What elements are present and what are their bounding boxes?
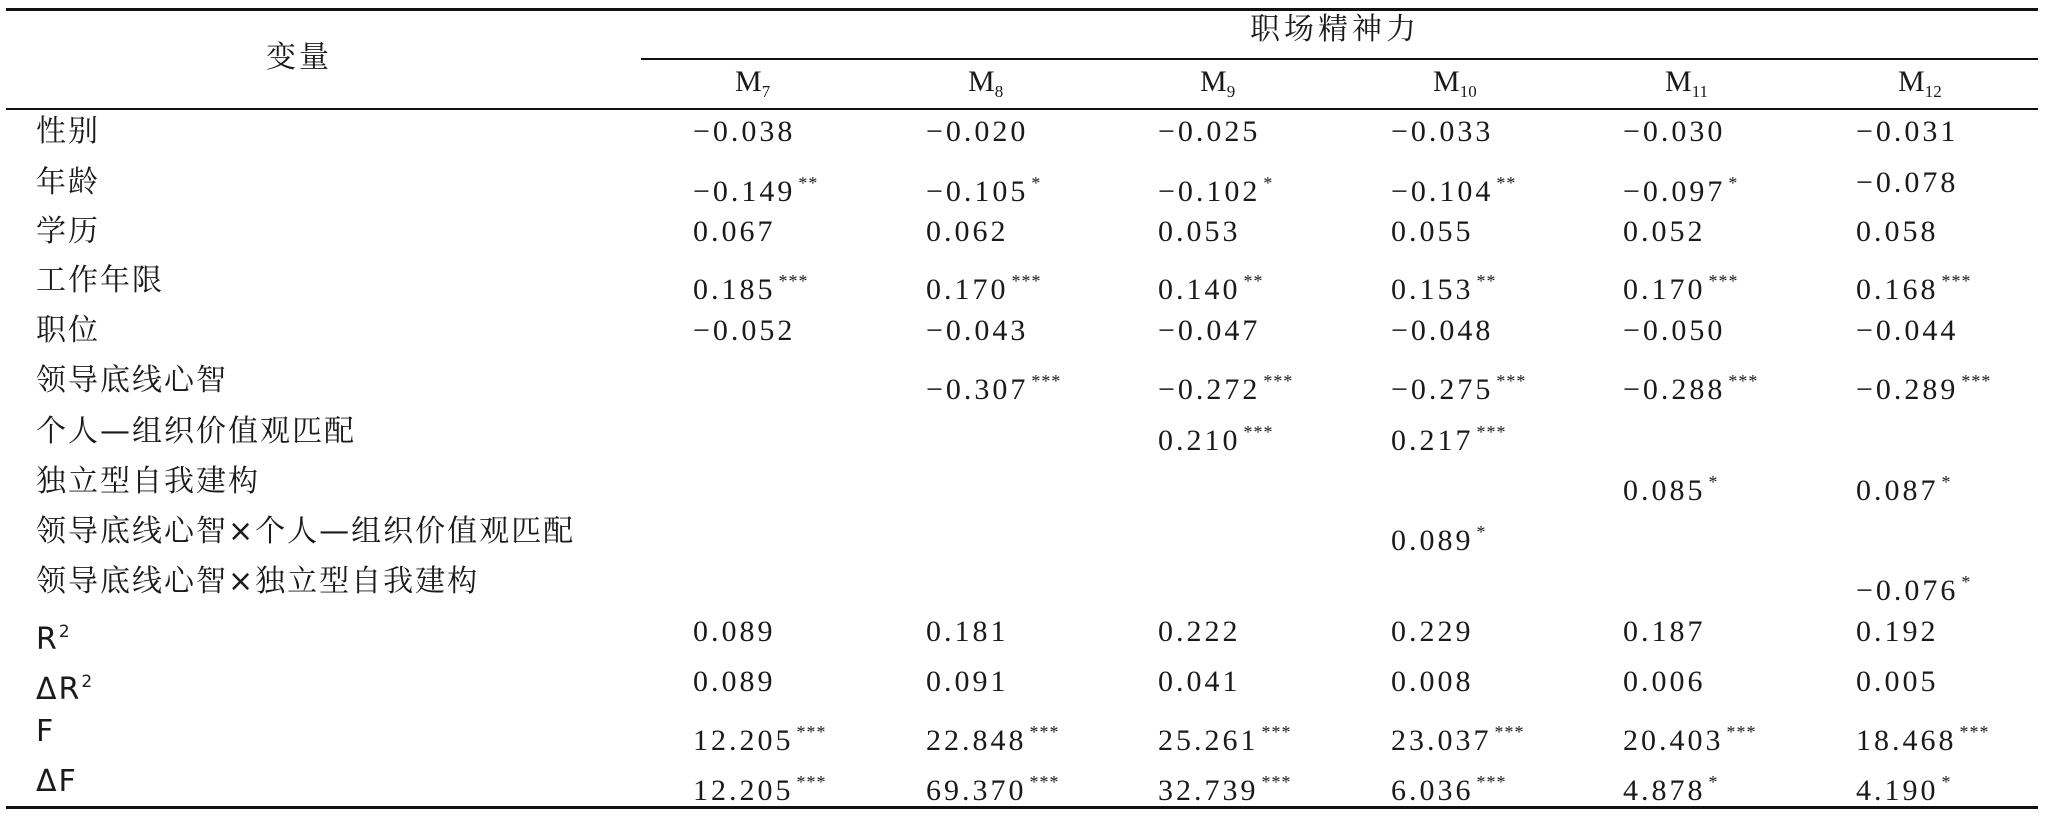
table-cell: 69.370 *** xyxy=(926,772,1060,807)
table-cell: −0.025 xyxy=(1158,115,1261,148)
table-cell: 0.222 xyxy=(1158,615,1241,648)
model-header-5: $M_{11}$ xyxy=(1665,65,1709,101)
row-label: 职位 xyxy=(36,313,100,348)
significance-mark: ** xyxy=(1243,271,1264,291)
group-header: 职场精神力 xyxy=(1250,12,1420,47)
table-cell: 0.170 *** xyxy=(926,271,1042,306)
table-cell: −0.076 * xyxy=(1856,572,1972,607)
table-cell: −0.105 * xyxy=(926,173,1042,208)
table-cell: −0.043 xyxy=(926,314,1029,347)
significance-mark: * xyxy=(1708,772,1719,792)
significance-mark: * xyxy=(1941,472,1952,492)
table-cell: 0.055 xyxy=(1391,215,1474,248)
significance-mark: *** xyxy=(1476,422,1507,442)
table-cell: 0.187 xyxy=(1623,615,1706,648)
variable-header: 变量 xyxy=(266,40,332,75)
significance-mark: *** xyxy=(778,271,809,291)
significance-mark: * xyxy=(1031,173,1042,193)
table-cell: 23.037 *** xyxy=(1391,722,1525,757)
significance-mark: *** xyxy=(1476,772,1507,792)
group-underline xyxy=(641,58,2038,60)
table-cell: 32.739 *** xyxy=(1158,772,1292,807)
significance-mark: * xyxy=(1941,772,1952,792)
table-cell: 22.848 *** xyxy=(926,722,1060,757)
table-cell: 12.205 *** xyxy=(693,722,827,757)
significance-mark: * xyxy=(1961,572,1972,592)
table-cell: 0.089 xyxy=(693,665,776,698)
significance-mark: *** xyxy=(1011,271,1042,291)
table-cell: −0.097 * xyxy=(1623,173,1739,208)
significance-mark: *** xyxy=(1031,371,1062,391)
table-cell: 0.210 *** xyxy=(1158,422,1274,457)
table-cell: 0.058 xyxy=(1856,215,1939,248)
model-header-3: $M_9$ xyxy=(1200,65,1236,101)
significance-mark: *** xyxy=(1708,271,1739,291)
significance-mark: *** xyxy=(1261,772,1292,792)
table-cell: −0.272 *** xyxy=(1158,371,1294,406)
significance-mark: *** xyxy=(1496,371,1527,391)
significance-mark: *** xyxy=(1261,722,1292,742)
model-header-2: $M_8$ xyxy=(968,65,1004,101)
model-header-1: $M_7$ xyxy=(735,65,771,101)
table-cell: 0.006 xyxy=(1623,665,1706,698)
header-rule xyxy=(6,108,2038,110)
table-cell: −0.149 ** xyxy=(693,173,819,208)
table-cell: −0.288 *** xyxy=(1623,371,1759,406)
row-label: 个人—组织价值观匹配 xyxy=(36,414,356,449)
row-label: 工作年限 xyxy=(36,263,164,298)
significance-mark: ** xyxy=(1476,271,1497,291)
table-cell: 0.087 * xyxy=(1856,472,1952,507)
table-cell: −0.102 * xyxy=(1158,173,1274,208)
table-cell: −0.307 *** xyxy=(926,371,1062,406)
model-header-4: $M_{10}$ xyxy=(1433,65,1477,101)
significance-mark: *** xyxy=(796,722,827,742)
row-label: $R^2$ xyxy=(36,622,72,657)
significance-mark: *** xyxy=(796,772,827,792)
table-cell: −0.033 xyxy=(1391,115,1494,148)
table-cell: 0.008 xyxy=(1391,665,1474,698)
table-cell: −0.047 xyxy=(1158,314,1261,347)
significance-mark: *** xyxy=(1263,371,1294,391)
table-cell: 0.185 *** xyxy=(693,271,809,306)
table-cell: 6.036 *** xyxy=(1391,772,1507,807)
table-cell: 0.091 xyxy=(926,665,1009,698)
table-cell: 0.217 *** xyxy=(1391,422,1507,457)
row-label: 领导底线心智×独立型自我建构 xyxy=(36,564,480,599)
significance-mark: *** xyxy=(1726,722,1757,742)
model-header-6: $M_{12}$ xyxy=(1898,65,1942,101)
table-cell: −0.044 xyxy=(1856,314,1959,347)
table-cell: −0.038 xyxy=(693,115,796,148)
table-cell: 0.170 *** xyxy=(1623,271,1739,306)
table-cell: 25.261 *** xyxy=(1158,722,1292,757)
table-cell: 4.878 * xyxy=(1623,772,1719,807)
table-cell: 0.085 * xyxy=(1623,472,1719,507)
table-cell: 0.052 xyxy=(1623,215,1706,248)
table-cell: 0.067 xyxy=(693,215,776,248)
table-cell: 12.205 *** xyxy=(693,772,827,807)
table-cell: 0.153 ** xyxy=(1391,271,1497,306)
row-label: 领导底线心智×个人—组织价值观匹配 xyxy=(36,514,576,549)
significance-mark: * xyxy=(1263,173,1274,193)
table-cell: 18.468 *** xyxy=(1856,722,1990,757)
table-cell: −0.289 *** xyxy=(1856,371,1992,406)
table-cell: 0.062 xyxy=(926,215,1009,248)
significance-mark: *** xyxy=(1243,422,1274,442)
table-cell: 20.403 *** xyxy=(1623,722,1757,757)
table-cell: −0.052 xyxy=(693,314,796,347)
table-cell: 0.053 xyxy=(1158,215,1241,248)
row-label: $\Delta R^2$ xyxy=(36,672,95,707)
table-cell: −0.050 xyxy=(1623,314,1726,347)
table-cell: −0.104 ** xyxy=(1391,173,1517,208)
significance-mark: * xyxy=(1728,173,1739,193)
significance-mark: *** xyxy=(1959,722,1990,742)
table-cell: −0.030 xyxy=(1623,115,1726,148)
significance-mark: ** xyxy=(798,173,819,193)
row-label: 性别 xyxy=(36,114,100,149)
table-cell: 4.190 * xyxy=(1856,772,1952,807)
significance-mark: ** xyxy=(1496,173,1517,193)
significance-mark: * xyxy=(1708,472,1719,492)
table-cell: 0.089 * xyxy=(1391,522,1487,557)
significance-mark: *** xyxy=(1494,722,1525,742)
row-label: 独立型自我建构 xyxy=(36,464,260,499)
row-label: 领导底线心智 xyxy=(36,363,228,398)
row-label: 学历 xyxy=(36,214,100,249)
significance-mark: *** xyxy=(1961,371,1992,391)
table-cell: 0.140 ** xyxy=(1158,271,1264,306)
table-cell: 0.229 xyxy=(1391,615,1474,648)
table-cell: −0.048 xyxy=(1391,314,1494,347)
significance-mark: *** xyxy=(1029,772,1060,792)
table-cell: 0.168 *** xyxy=(1856,271,1972,306)
significance-mark: *** xyxy=(1728,371,1759,391)
significance-mark: * xyxy=(1476,522,1487,542)
table-cell: 0.181 xyxy=(926,615,1009,648)
top-rule xyxy=(6,8,2038,11)
table-cell: −0.031 xyxy=(1856,115,1959,148)
row-label: 年龄 xyxy=(36,165,100,200)
row-label: ΔF xyxy=(36,764,78,799)
table-cell: 0.041 xyxy=(1158,665,1241,698)
significance-mark: *** xyxy=(1029,722,1060,742)
significance-mark: *** xyxy=(1941,271,1972,291)
table-cell: 0.089 xyxy=(693,615,776,648)
table-cell: 0.192 xyxy=(1856,615,1939,648)
table-cell: −0.020 xyxy=(926,115,1029,148)
table-cell: 0.005 xyxy=(1856,665,1939,698)
table-cell: −0.078 xyxy=(1856,166,1959,199)
table-cell: −0.275 *** xyxy=(1391,371,1527,406)
row-label: F xyxy=(36,714,56,749)
